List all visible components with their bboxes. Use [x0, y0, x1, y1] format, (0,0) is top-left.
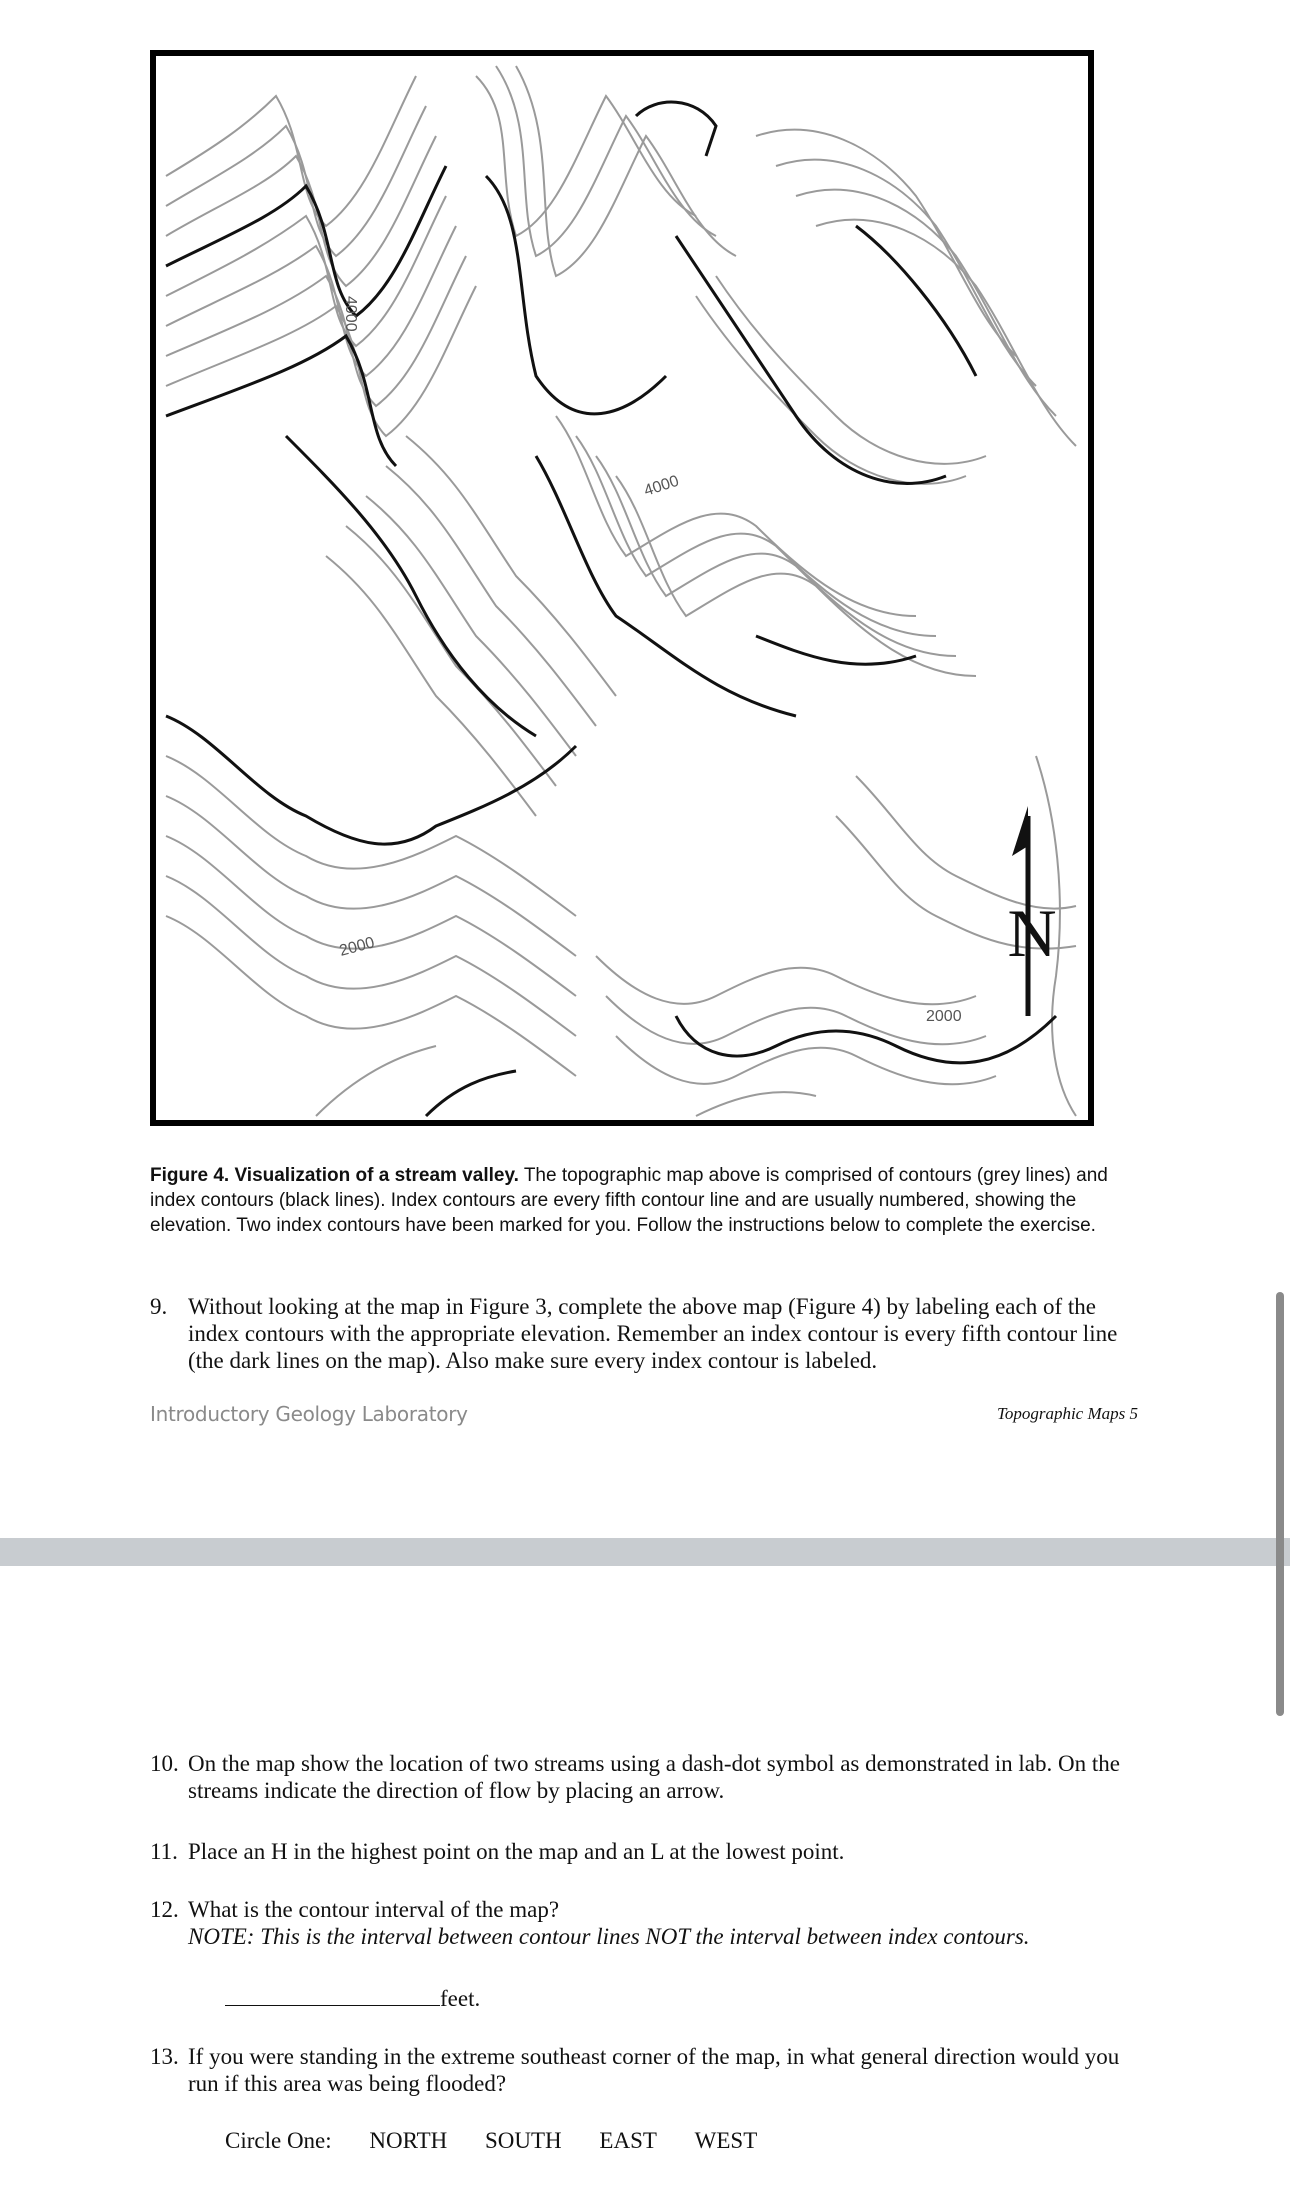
option-west[interactable]: WEST — [694, 2128, 758, 2153]
circle-one-label: Circle One: — [225, 2128, 332, 2153]
index-label-4000-left: 4000 — [342, 296, 359, 332]
question-note: NOTE: This is the interval between contour lines NOT the interval between index contours. — [188, 1924, 1030, 1949]
contour-map — [156, 56, 1088, 1120]
answer-unit: feet. — [440, 1986, 481, 2011]
question-number: 11. — [150, 1839, 178, 1864]
question-text: If you were standing in the extreme southeast corner of the map, in what general direction would you run if this area was being flooded? — [188, 2044, 1120, 2096]
question-text: What is the contour interval of the map? — [188, 1897, 560, 1922]
question-10 — [150, 1750, 1140, 1804]
vertical-scrollbar[interactable] — [1276, 1292, 1284, 1716]
question-9 — [150, 1293, 1140, 1374]
question-12 — [150, 1896, 1150, 1950]
index-label-2000-right: 2000 — [926, 1008, 962, 1025]
question-number: 12. — [150, 1897, 179, 1922]
grey-contours — [166, 66, 1076, 1116]
option-south[interactable]: SOUTH — [485, 2128, 562, 2153]
figure-caption — [150, 1163, 1140, 1238]
option-north[interactable]: NORTH — [369, 2128, 448, 2153]
circle-one-options — [225, 2128, 789, 2154]
option-east[interactable]: EAST — [599, 2128, 657, 2153]
index-contours — [166, 102, 1056, 1116]
question-number: 13. — [150, 2044, 179, 2069]
contour-interval-answer — [225, 1983, 480, 2012]
caption-body: The topographic map above is comprised of contours (grey lines) and index contours (black lines). Index contours are every fifth contour line and are usually numbered, showing the elevation. Two index contours have been marked for you. Follow the instructions below to complete the exercise. — [150, 1165, 1108, 1236]
caption-title: Figure 4. Visualization of a stream valley. — [150, 1165, 519, 1186]
question-11 — [150, 1838, 1140, 1865]
index-label-2000-left: 2000 — [337, 934, 377, 960]
question-13 — [150, 2043, 1140, 2097]
question-text: On the map show the location of two streams using a dash-dot symbol as demonstrated in lab. On the streams indicate the direction of flow by placing an arrow. — [188, 1751, 1120, 1803]
footer-page-label: Topographic Maps 5 — [996, 1404, 1138, 1423]
north-label: N — [1007, 895, 1057, 971]
index-label-4000-center: 4000 — [641, 472, 682, 500]
question-text: Without looking at the map in Figure 3, complete the above map (Figure 4) by labeling each of the index contours with the appropriate elevation. Remember an index contour is every fifth contour line (the dark lines on the map). Also make sure every index contour is labeled. — [188, 1294, 1118, 1373]
page-separator — [0, 1538, 1290, 1566]
question-number: 10. — [150, 1751, 179, 1776]
answer-blank[interactable] — [225, 1983, 440, 2006]
footer-course-title: Introductory Geology Laboratory — [150, 1402, 468, 1426]
topographic-map-figure — [150, 50, 1094, 1126]
question-text: Place an H in the highest point on the map and an L at the lowest point. — [188, 1839, 845, 1864]
question-number: 9. — [150, 1294, 168, 1319]
